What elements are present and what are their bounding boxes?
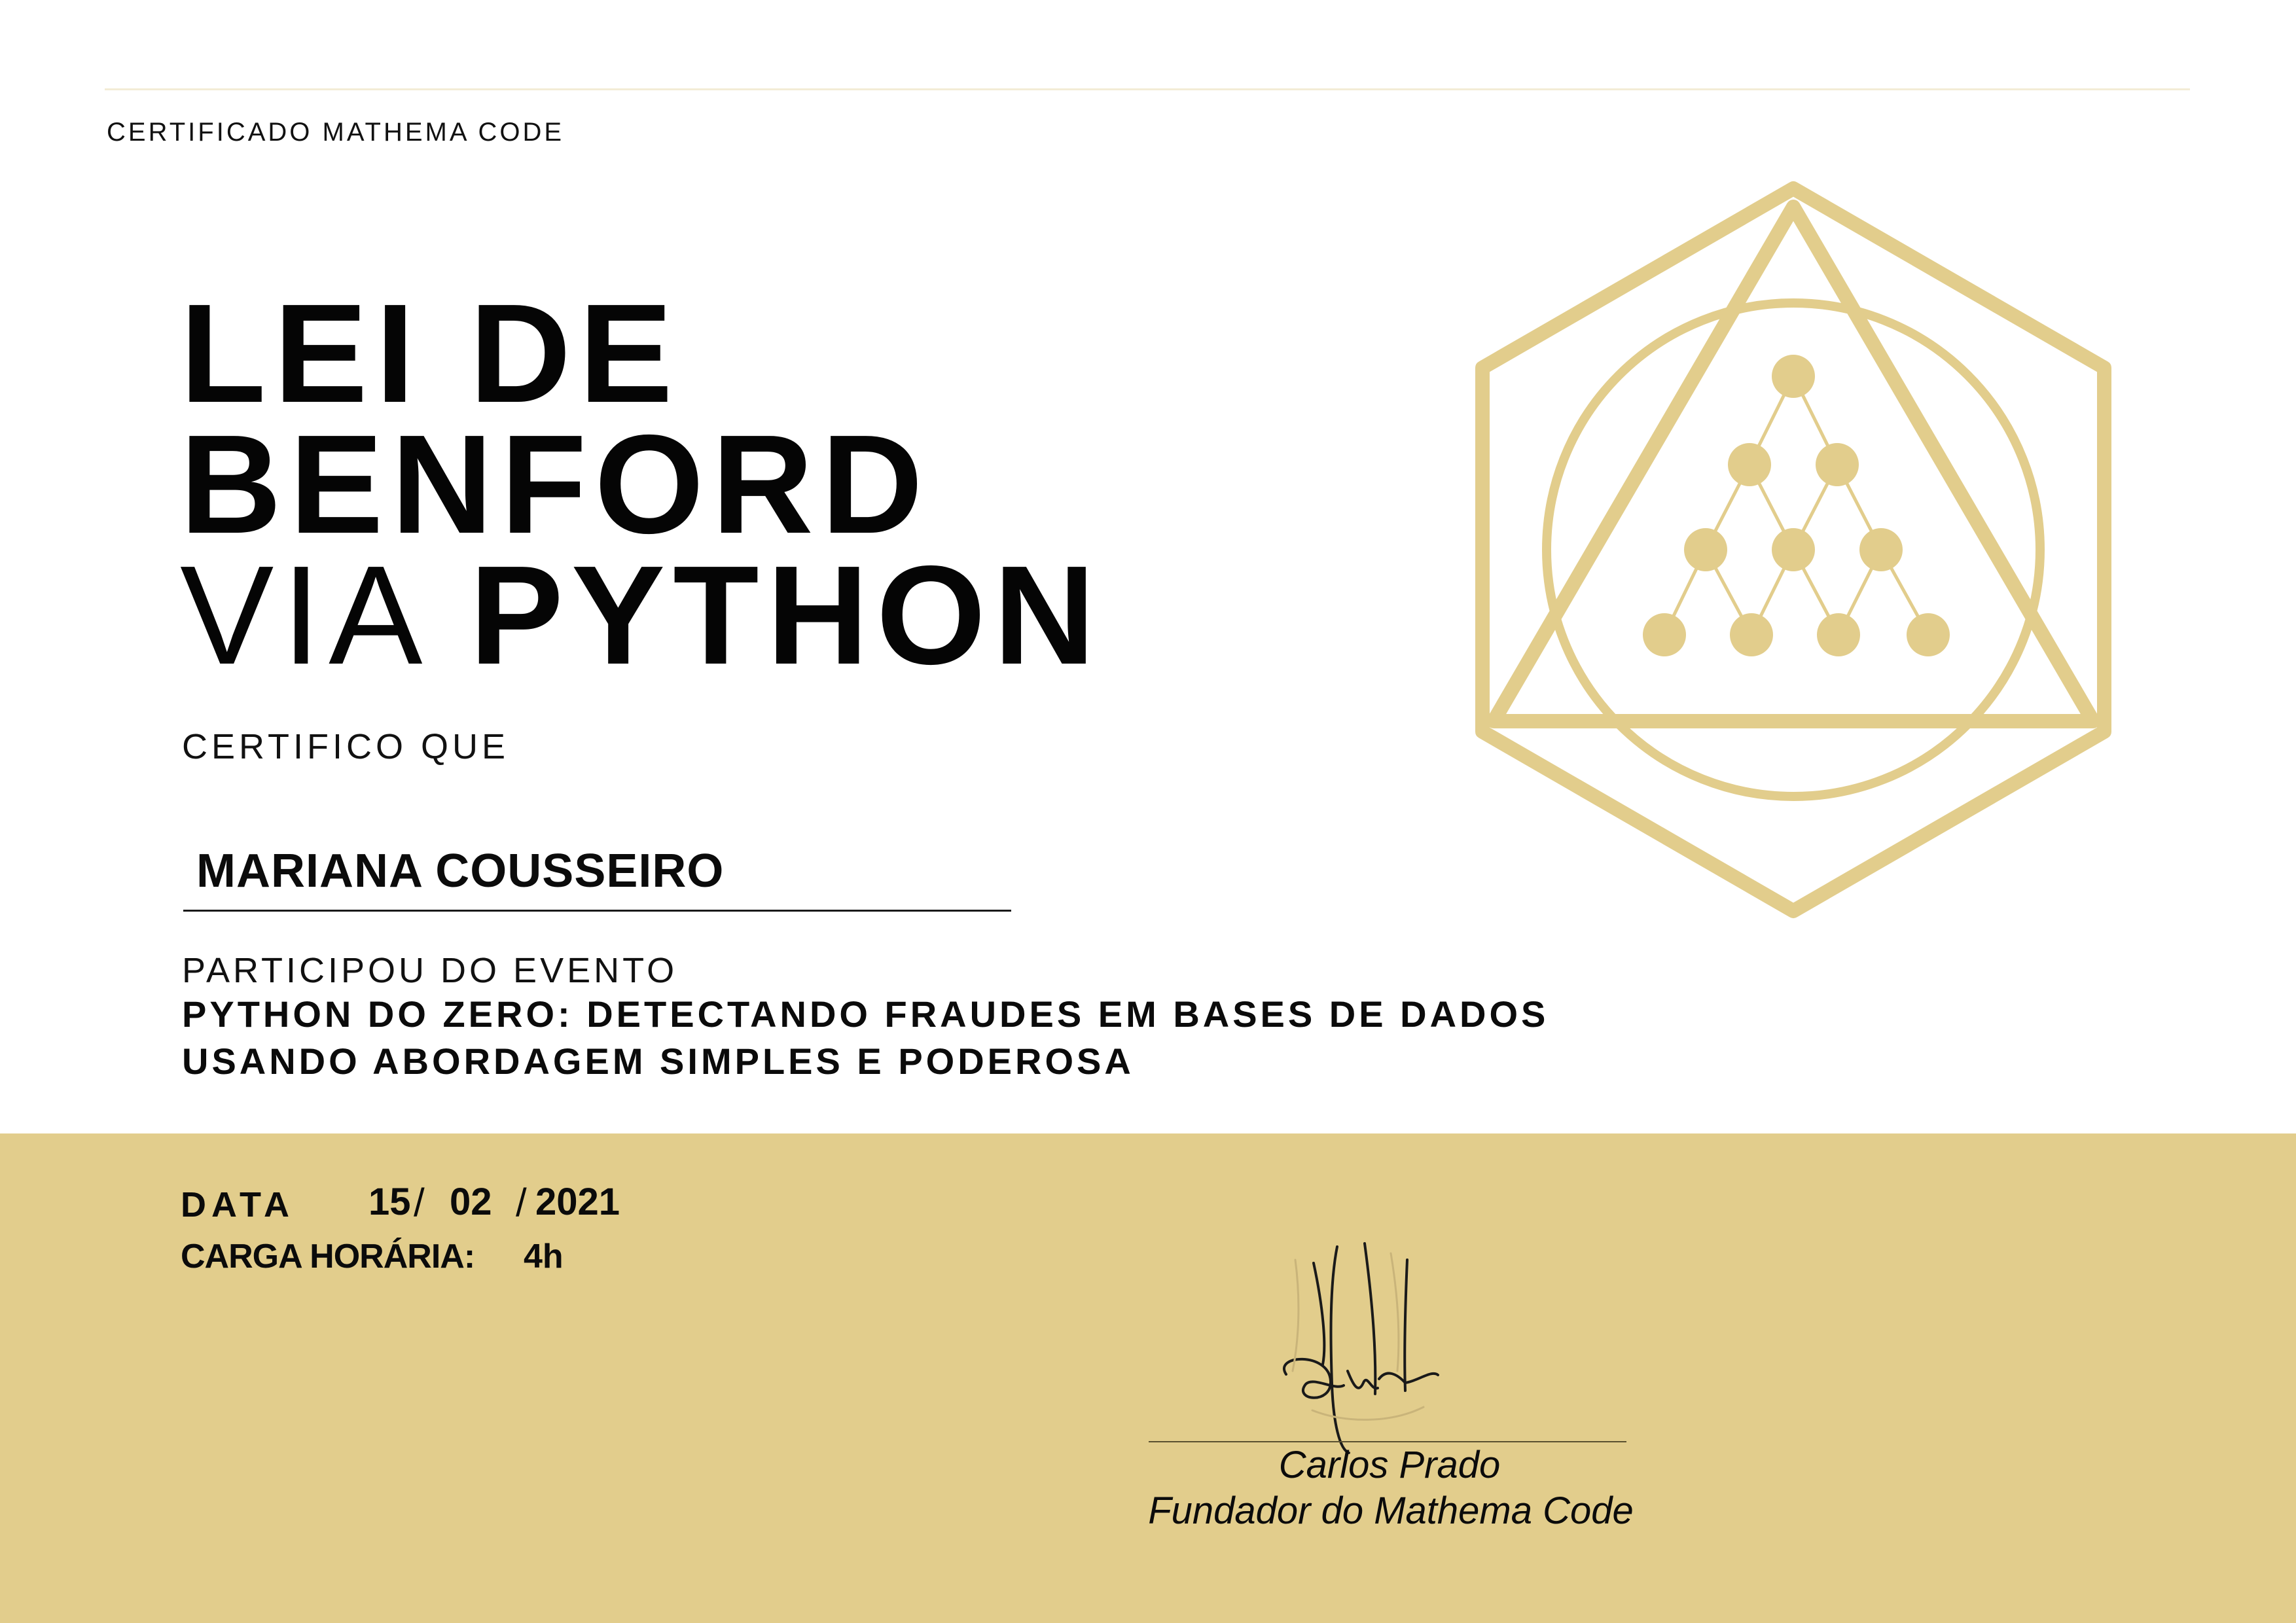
date-label: DATA bbox=[181, 1185, 295, 1224]
date-separator-1: / bbox=[414, 1181, 425, 1224]
signatory-name: Carlos Prado bbox=[1278, 1444, 1501, 1486]
title-line-1: LEI DE bbox=[180, 274, 681, 432]
triangle-hexagon-network-logo bbox=[1466, 177, 2121, 923]
hours-label: CARGA HORÁRIA: bbox=[181, 1238, 475, 1275]
title-line-3 bbox=[180, 536, 1103, 694]
certify-intro: CERTIFICO QUE bbox=[182, 727, 510, 766]
network-lines bbox=[1664, 376, 1928, 635]
title-line-3-light: VIA bbox=[180, 536, 470, 694]
certificate-title bbox=[180, 274, 1103, 694]
triangle-outline bbox=[1494, 207, 2093, 721]
date-year: 2021 bbox=[535, 1181, 620, 1223]
event-name-line-1: PYTHON DO ZERO: DETECTANDO FRAUDES EM BASES DE DADOS bbox=[182, 993, 1549, 1035]
title-line-2: BENFORD bbox=[180, 405, 931, 563]
event-name-line-2: USANDO ABORDAGEM SIMPLES E PODEROSA bbox=[182, 1041, 1134, 1082]
hours-value: 4h bbox=[524, 1238, 564, 1275]
recipient-underline bbox=[183, 910, 1011, 912]
recipient-name: MARIANA COUSSEIRO bbox=[196, 845, 725, 897]
event-name bbox=[182, 991, 1549, 1085]
footer-band bbox=[0, 1133, 2296, 1623]
top-divider bbox=[105, 88, 2190, 90]
signatory-role: Fundador do Mathema Code bbox=[1148, 1489, 1634, 1532]
date-separator-2: / bbox=[516, 1181, 527, 1224]
date-month: 02 bbox=[450, 1181, 492, 1223]
handwritten-signature bbox=[1266, 1240, 1476, 1456]
certificate-header: CERTIFICADO MATHEMA CODE bbox=[107, 118, 565, 147]
title-line-3-bold: PYTHON bbox=[469, 536, 1103, 694]
event-intro: PARTICIPOU DO EVENTO bbox=[182, 951, 678, 990]
signature-line bbox=[1149, 1441, 1626, 1442]
date-day: 15 bbox=[368, 1181, 411, 1223]
